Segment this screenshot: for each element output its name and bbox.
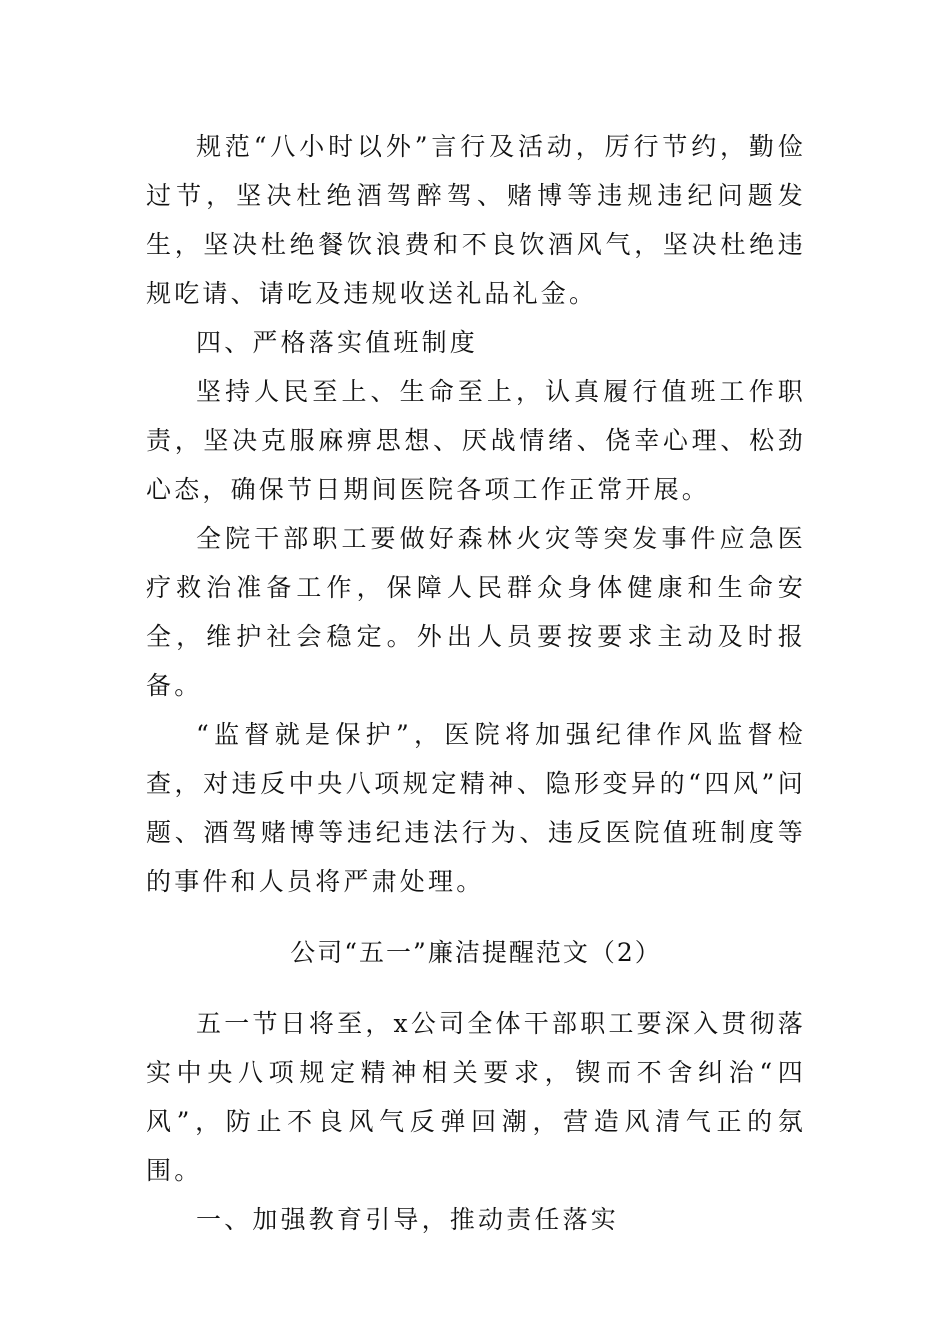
paragraph-supervision: “监督就是保护”，医院将加强纪律作风监督检查，对违反中央八项规定精神、隐形变异的“四风”问题、酒驾赌博等违纪违法行为、违反医院值班制度等的事件和人员将严肃处理。 [146, 720, 806, 896]
paragraph-duty-responsibility: 坚持人民至上、生命至上，认真履行值班工作职责，坚决克服麻痹思想、厌战情绪、侥幸心理、松劲心态，确保节日期间医院各项工作正常开展。 [146, 377, 806, 504]
document-body [146, 122, 806, 1244]
paragraph-conduct-rules: 规范“八小时以外”言行及活动，厉行节约，勤俭过节，坚决杜绝酒驾醉驾、赌博等违规违纪问题发生，坚决杜绝餐饮浪费和不良饮酒风气，坚决杜绝违规吃请、请吃及违规收送礼品礼金。 [146, 132, 806, 308]
section-heading-duty-system: 四、严格落实值班制度 [196, 328, 479, 357]
paragraph-emergency-preparation: 全院干部职工要做好森林火灾等突发事件应急医疗救治准备工作，保障人民群众身体健康和生命安全，维护社会稳定。外出人员要按要求主动及时报备。 [146, 524, 806, 700]
section-heading-education: 一、加强教育引导，推动责任落实 [196, 1205, 620, 1234]
document-title-2: 公司“五一”廉洁提醒范文（2） [290, 938, 662, 967]
paragraph-may-day-intro: 五一节日将至，x公司全体干部职工要深入贯彻落实中央八项规定精神相关要求，锲而不舍纠治“四风”，防止不良风气反弹回潮，营造风清气正的氛围。 [146, 1009, 806, 1185]
